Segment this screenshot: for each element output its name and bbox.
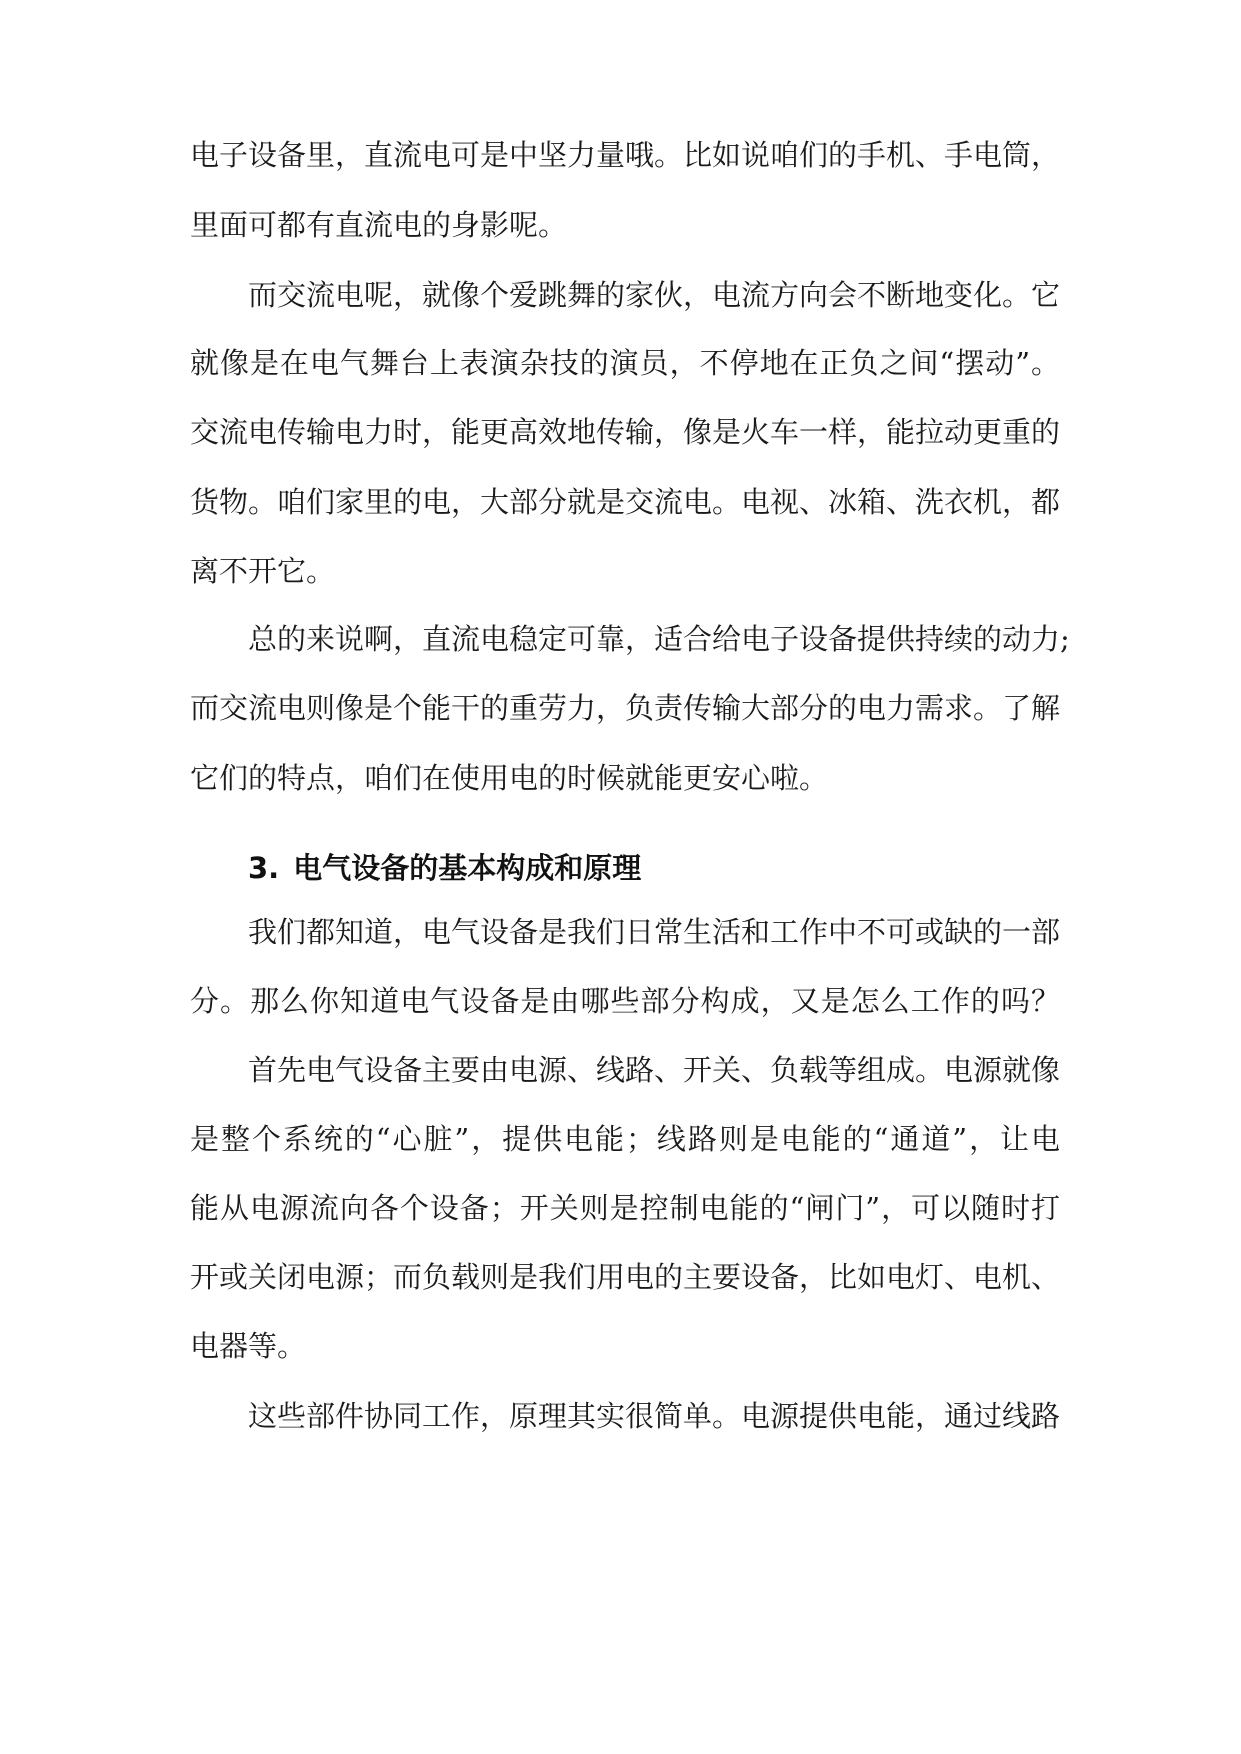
text-line: 里面可都有直流电的身影呢。 — [190, 208, 568, 242]
text-line: 开或关闭电源；而负载则是我们用电的主要设备，比如电灯、电机、 — [190, 1260, 1061, 1294]
section-number: 3. — [248, 851, 280, 885]
text-line: 是整个系统的“心脏”，提供电能；线路则是电能的“通道”，让电 — [190, 1122, 1060, 1156]
paragraph-first-line: 首先电气设备主要由电源、线路、开关、负载等组成。电源就像 — [248, 1053, 1061, 1087]
section-heading — [248, 850, 641, 886]
paragraph-first-line: 我们都知道，电气设备是我们日常生活和工作中不可或缺的一部 — [248, 915, 1061, 949]
text-line: 电子设备里，直流电可是中坚力量哦。比如说咱们的手机、手电筒， — [190, 138, 1061, 172]
paragraph-first-line: 而交流电呢，就像个爱跳舞的家伙，电流方向会不断地变化。它 — [248, 278, 1061, 312]
text-line: 分。那么你知道电气设备是由哪些部分构成，又是怎么工作的吗？ — [190, 984, 1060, 1018]
paragraph-first-line: 这些部件协同工作，原理其实很简单。电源提供电能，通过线路 — [248, 1399, 1061, 1433]
text-line: 离不开它。 — [190, 554, 336, 588]
text-line: 而交流电则像是个能干的重劳力，负责传输大部分的电力需求。了解 — [190, 691, 1061, 725]
text-line: 交流电传输电力时，能更高效地传输，像是火车一样，能拉动更重的 — [190, 415, 1061, 449]
text-line: 能从电源流向各个设备；开关则是控制电能的“闸门”，可以随时打 — [190, 1191, 1060, 1225]
paragraph-first-line: 总的来说啊，直流电稳定可靠，适合给电子设备提供持续的动力; — [248, 622, 1070, 656]
text-line: 电器等。 — [190, 1329, 307, 1363]
text-line: 货物。咱们家里的电，大部分就是交流电。电视、冰箱、洗衣机，都 — [190, 485, 1061, 519]
text-line: 就像是在电气舞台上表演杂技的演员，不停地在正负之间“摆动”。 — [190, 346, 1060, 380]
section-title: 电气设备的基本构成和原理 — [293, 851, 642, 885]
text-line: 它们的特点，咱们在使用电的时候就能更安心啦。 — [190, 761, 829, 795]
